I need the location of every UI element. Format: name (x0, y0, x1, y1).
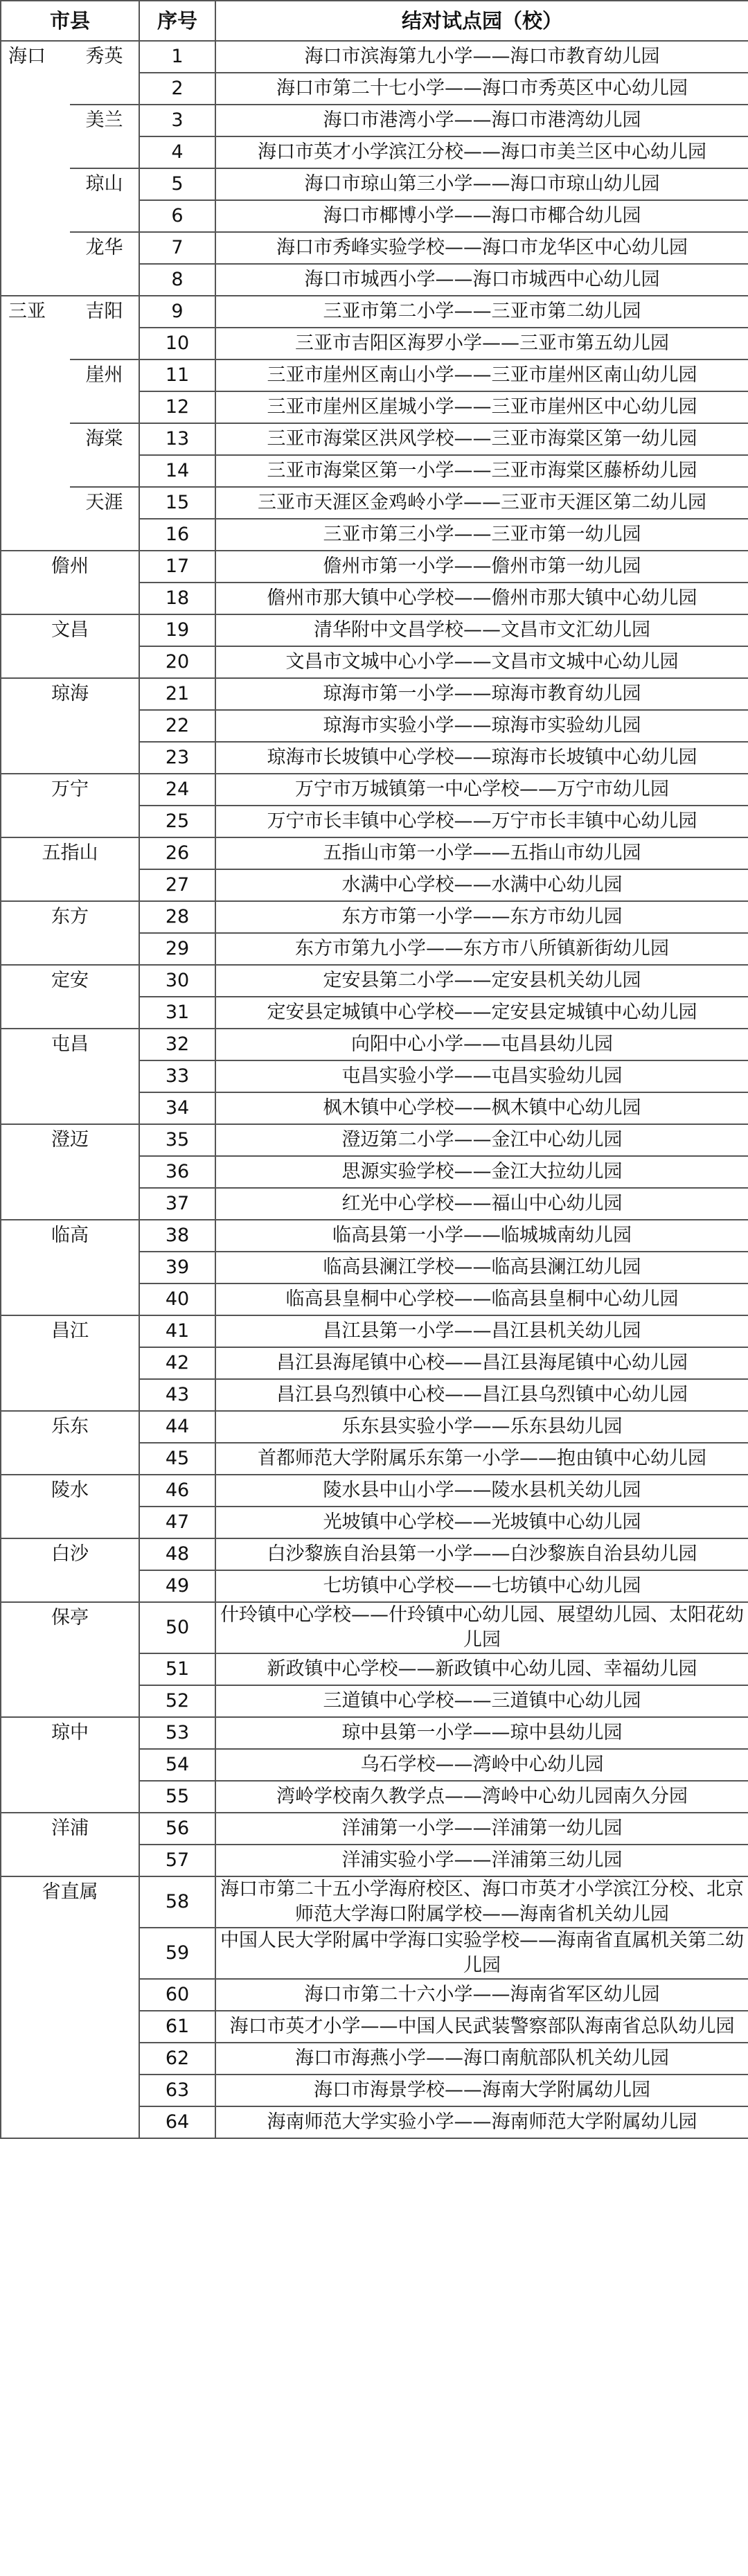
city-cell: 文昌 (1, 614, 139, 678)
pilot-pair: 三亚市第二小学——三亚市第二幼儿园 (215, 296, 748, 328)
pilot-pair: 白沙黎族自治县第一小学——白沙黎族自治县幼儿园 (215, 1538, 748, 1570)
row-number: 46 (139, 1475, 215, 1507)
city-cell: 昌江 (1, 1315, 139, 1411)
pilot-pair: 临高县澜江学校——临高县澜江幼儿园 (215, 1252, 748, 1283)
row-number: 42 (139, 1347, 215, 1379)
pilot-pair: 万宁市万城镇第一中心学校——万宁市幼儿园 (215, 774, 748, 806)
row-number: 8 (139, 264, 215, 296)
pilot-pair: 枫木镇中心学校——枫木镇中心幼儿园 (215, 1092, 748, 1124)
row-number: 48 (139, 1538, 215, 1570)
pilot-pair: 海口市城西小学——海口市城西中心幼儿园 (215, 264, 748, 296)
row-number: 15 (139, 487, 215, 519)
row-number: 14 (139, 455, 215, 487)
row-number: 44 (139, 1411, 215, 1443)
pilot-pair: 海口市港湾小学——海口市港湾幼儿园 (215, 105, 748, 136)
city-cell: 万宁 (1, 774, 139, 837)
pilot-pair: 琼中县第一小学——琼中县幼儿园 (215, 1717, 748, 1749)
table-row (1, 1220, 748, 1252)
row-number: 29 (139, 933, 215, 965)
row-number: 12 (139, 391, 215, 423)
pilot-pair: 东方市第一小学——东方市幼儿园 (215, 901, 748, 933)
row-number: 25 (139, 806, 215, 837)
pilot-pair: 东方市第九小学——东方市八所镇新街幼儿园 (215, 933, 748, 965)
district-cell: 崖州 (70, 359, 139, 423)
city-cell: 乐东 (1, 1411, 139, 1475)
row-number: 23 (139, 742, 215, 774)
pilot-pair: 首都师范大学附属乐东第一小学——抱由镇中心幼儿园 (215, 1443, 748, 1475)
table-row (1, 774, 748, 806)
table-row (1, 678, 748, 710)
row-number: 54 (139, 1749, 215, 1781)
pilot-pair: 红光中心学校——福山中心幼儿园 (215, 1188, 748, 1220)
row-number: 36 (139, 1156, 215, 1188)
row-number: 56 (139, 1813, 215, 1845)
pilot-pair: 澄迈第二小学——金江中心幼儿园 (215, 1124, 748, 1156)
pilot-pair: 海口市海燕小学——海口南航部队机关幼儿园 (215, 2043, 748, 2075)
row-number: 34 (139, 1092, 215, 1124)
table-row (1, 232, 748, 264)
pilot-pair: 昌江县海尾镇中心校——昌江县海尾镇中心幼儿园 (215, 1347, 748, 1379)
city-cell: 三亚 (1, 296, 70, 551)
row-number: 9 (139, 296, 215, 328)
pilot-pair: 三亚市吉阳区海罗小学——三亚市第五幼儿园 (215, 328, 748, 359)
table-row (1, 1602, 748, 1653)
pilot-pair: 昌江县乌烈镇中心校——昌江县乌烈镇中心幼儿园 (215, 1379, 748, 1411)
city-cell: 保亭 (1, 1602, 139, 1717)
pilot-pair: 定安县定城镇中心学校——定安县定城镇中心幼儿园 (215, 997, 748, 1029)
district-cell: 美兰 (70, 105, 139, 168)
pilot-pair: 海口市琼山第三小学——海口市琼山幼儿园 (215, 168, 748, 200)
city-cell: 儋州 (1, 551, 139, 614)
row-number: 58 (139, 1876, 215, 1928)
table-row (1, 41, 748, 73)
row-number: 27 (139, 869, 215, 901)
district-cell: 龙华 (70, 232, 139, 296)
row-number: 35 (139, 1124, 215, 1156)
district-cell: 琼山 (70, 168, 139, 232)
pilot-pair: 海口市秀峰实验学校——海口市龙华区中心幼儿园 (215, 232, 748, 264)
row-number: 63 (139, 2075, 215, 2106)
pilot-pair: 海口市海景学校——海南大学附属幼儿园 (215, 2075, 748, 2106)
row-number: 38 (139, 1220, 215, 1252)
row-number: 17 (139, 551, 215, 583)
row-number: 16 (139, 519, 215, 551)
city-cell: 定安 (1, 965, 139, 1029)
pilot-pair: 文昌市文城中心小学——文昌市文城中心幼儿园 (215, 646, 748, 678)
table-row (1, 168, 748, 200)
pilot-pair: 三亚市第三小学——三亚市第一幼儿园 (215, 519, 748, 551)
table-row (1, 1717, 748, 1749)
pilot-pair: 海口市英才小学滨江分校——海口市美兰区中心幼儿园 (215, 136, 748, 168)
row-number: 11 (139, 359, 215, 391)
city-cell: 海口 (1, 41, 70, 296)
pilot-pair: 陵水县中山小学——陵水县机关幼儿园 (215, 1475, 748, 1507)
row-number: 55 (139, 1781, 215, 1813)
pilot-pair: 昌江县第一小学——昌江县机关幼儿园 (215, 1315, 748, 1347)
row-number: 10 (139, 328, 215, 359)
district-cell: 秀英 (70, 41, 139, 105)
pilot-pair: 洋浦第一小学——洋浦第一幼儿园 (215, 1813, 748, 1845)
pilot-pair: 乐东县实验小学——乐东县幼儿园 (215, 1411, 748, 1443)
pilot-pair: 什玲镇中心学校——什玲镇中心幼儿园、展望幼儿园、太阳花幼儿园 (215, 1602, 748, 1653)
table-row (1, 423, 748, 455)
pilot-pair: 三亚市崖州区崖城小学——三亚市崖州区中心幼儿园 (215, 391, 748, 423)
pilot-pair: 三亚市海棠区洪风学校——三亚市海棠区第一幼儿园 (215, 423, 748, 455)
pilot-pair: 海口市英才小学——中国人民武装警察部队海南省总队幼儿园 (215, 2011, 748, 2043)
table-body (1, 41, 748, 2138)
row-number: 62 (139, 2043, 215, 2075)
pilot-pair: 海口市椰博小学——海口市椰合幼儿园 (215, 200, 748, 232)
city-cell: 屯昌 (1, 1029, 139, 1124)
pilot-pair: 三亚市天涯区金鸡岭小学——三亚市天涯区第二幼儿园 (215, 487, 748, 519)
city-cell: 东方 (1, 901, 139, 965)
table-row (1, 965, 748, 997)
pilot-pair: 三亚市海棠区第一小学——三亚市海棠区藤桥幼儿园 (215, 455, 748, 487)
pilot-pair: 海口市第二十六小学——海南省军区幼儿园 (215, 1979, 748, 2011)
row-number: 33 (139, 1060, 215, 1092)
city-cell: 省直属 (1, 1876, 139, 2138)
row-number: 52 (139, 1685, 215, 1717)
header-row (1, 1, 748, 41)
pilot-pair: 乌石学校——湾岭中心幼儿园 (215, 1749, 748, 1781)
district-cell: 吉阳 (70, 296, 139, 359)
row-number: 4 (139, 136, 215, 168)
row-number: 32 (139, 1029, 215, 1060)
table-row (1, 1876, 748, 1928)
city-cell: 五指山 (1, 837, 139, 901)
row-number: 2 (139, 73, 215, 105)
pilot-pair: 水满中心学校——水满中心幼儿园 (215, 869, 748, 901)
row-number: 49 (139, 1570, 215, 1602)
row-number: 41 (139, 1315, 215, 1347)
pilot-pair: 三亚市崖州区南山小学——三亚市崖州区南山幼儿园 (215, 359, 748, 391)
row-number: 22 (139, 710, 215, 742)
table-row (1, 1124, 748, 1156)
pilot-pair: 思源实验学校——金江大拉幼儿园 (215, 1156, 748, 1188)
row-number: 28 (139, 901, 215, 933)
row-number: 37 (139, 1188, 215, 1220)
pilot-pair: 定安县第二小学——定安县机关幼儿园 (215, 965, 748, 997)
row-number: 53 (139, 1717, 215, 1749)
row-number: 57 (139, 1845, 215, 1876)
table-row (1, 487, 748, 519)
table-row (1, 1029, 748, 1060)
row-number: 59 (139, 1928, 215, 1979)
row-number: 6 (139, 200, 215, 232)
row-number: 60 (139, 1979, 215, 2011)
pilot-pair: 光坡镇中心学校——光坡镇中心幼儿园 (215, 1507, 748, 1538)
header-pilot: 结对试点园（校） (215, 1, 748, 41)
header-city: 市县 (1, 1, 139, 41)
row-number: 18 (139, 583, 215, 614)
row-number: 5 (139, 168, 215, 200)
city-cell: 洋浦 (1, 1813, 139, 1876)
row-number: 30 (139, 965, 215, 997)
table-row (1, 296, 748, 328)
row-number: 21 (139, 678, 215, 710)
row-number: 31 (139, 997, 215, 1029)
district-cell: 天涯 (70, 487, 139, 551)
pilot-pair: 万宁市长丰镇中心学校——万宁市长丰镇中心幼儿园 (215, 806, 748, 837)
district-cell: 海棠 (70, 423, 139, 487)
pilot-pair: 五指山市第一小学——五指山市幼儿园 (215, 837, 748, 869)
city-cell: 琼中 (1, 1717, 139, 1813)
row-number: 61 (139, 2011, 215, 2043)
pilot-pair: 清华附中文昌学校——文昌市文汇幼儿园 (215, 614, 748, 646)
row-number: 50 (139, 1602, 215, 1653)
row-number: 45 (139, 1443, 215, 1475)
pilot-pair: 中国人民大学附属中学海口实验学校——海南省直属机关第二幼儿园 (215, 1928, 748, 1979)
table-row (1, 901, 748, 933)
row-number: 19 (139, 614, 215, 646)
row-number: 64 (139, 2106, 215, 2138)
row-number: 51 (139, 1653, 215, 1685)
pilot-pair: 琼海市长坡镇中心学校——琼海市长坡镇中心幼儿园 (215, 742, 748, 774)
city-cell: 澄迈 (1, 1124, 139, 1220)
pilot-pair: 海南师范大学实验小学——海南师范大学附属幼儿园 (215, 2106, 748, 2138)
row-number: 24 (139, 774, 215, 806)
pilot-pair: 琼海市第一小学——琼海市教育幼儿园 (215, 678, 748, 710)
row-number: 13 (139, 423, 215, 455)
pilot-pair: 琼海市实验小学——琼海市实验幼儿园 (215, 710, 748, 742)
city-cell: 临高 (1, 1220, 139, 1315)
table-row (1, 105, 748, 136)
table-row (1, 614, 748, 646)
pilot-pair: 临高县皇桐中心学校——临高县皇桐中心幼儿园 (215, 1283, 748, 1315)
row-number: 40 (139, 1283, 215, 1315)
row-number: 20 (139, 646, 215, 678)
pilot-pair: 儋州市第一小学——儋州市第一幼儿园 (215, 551, 748, 583)
pilot-pair: 海口市滨海第九小学——海口市教育幼儿园 (215, 41, 748, 73)
row-number: 7 (139, 232, 215, 264)
pilot-pair: 屯昌实验小学——屯昌实验幼儿园 (215, 1060, 748, 1092)
pilot-pair: 临高县第一小学——临城城南幼儿园 (215, 1220, 748, 1252)
pilot-pair: 七坊镇中心学校——七坊镇中心幼儿园 (215, 1570, 748, 1602)
table-row (1, 1813, 748, 1845)
table-row (1, 1315, 748, 1347)
pilot-pair: 儋州市那大镇中心学校——儋州市那大镇中心幼儿园 (215, 583, 748, 614)
row-number: 43 (139, 1379, 215, 1411)
header-no: 序号 (139, 1, 215, 41)
city-cell: 白沙 (1, 1538, 139, 1602)
row-number: 3 (139, 105, 215, 136)
row-number: 47 (139, 1507, 215, 1538)
table-row (1, 1411, 748, 1443)
pilot-pair: 湾岭学校南久教学点——湾岭中心幼儿园南久分园 (215, 1781, 748, 1813)
pilot-pair: 海口市第二十七小学——海口市秀英区中心幼儿园 (215, 73, 748, 105)
pilot-pair: 海口市第二十五小学海府校区、海口市英才小学滨江分校、北京师范大学海口附属学校——海南省机关幼儿园 (215, 1876, 748, 1928)
pilot-pair: 三道镇中心学校——三道镇中心幼儿园 (215, 1685, 748, 1717)
row-number: 39 (139, 1252, 215, 1283)
table-row (1, 1538, 748, 1570)
row-number: 1 (139, 41, 215, 73)
table-row (1, 837, 748, 869)
table-row (1, 1475, 748, 1507)
city-cell: 陵水 (1, 1475, 139, 1538)
row-number: 26 (139, 837, 215, 869)
table-row (1, 551, 748, 583)
pilot-pair: 向阳中心小学——屯昌县幼儿园 (215, 1029, 748, 1060)
city-cell: 琼海 (1, 678, 139, 774)
pilot-pair: 洋浦实验小学——洋浦第三幼儿园 (215, 1845, 748, 1876)
pilot-pair: 新政镇中心学校——新政镇中心幼儿园、幸福幼儿园 (215, 1653, 748, 1685)
table-row (1, 359, 748, 391)
